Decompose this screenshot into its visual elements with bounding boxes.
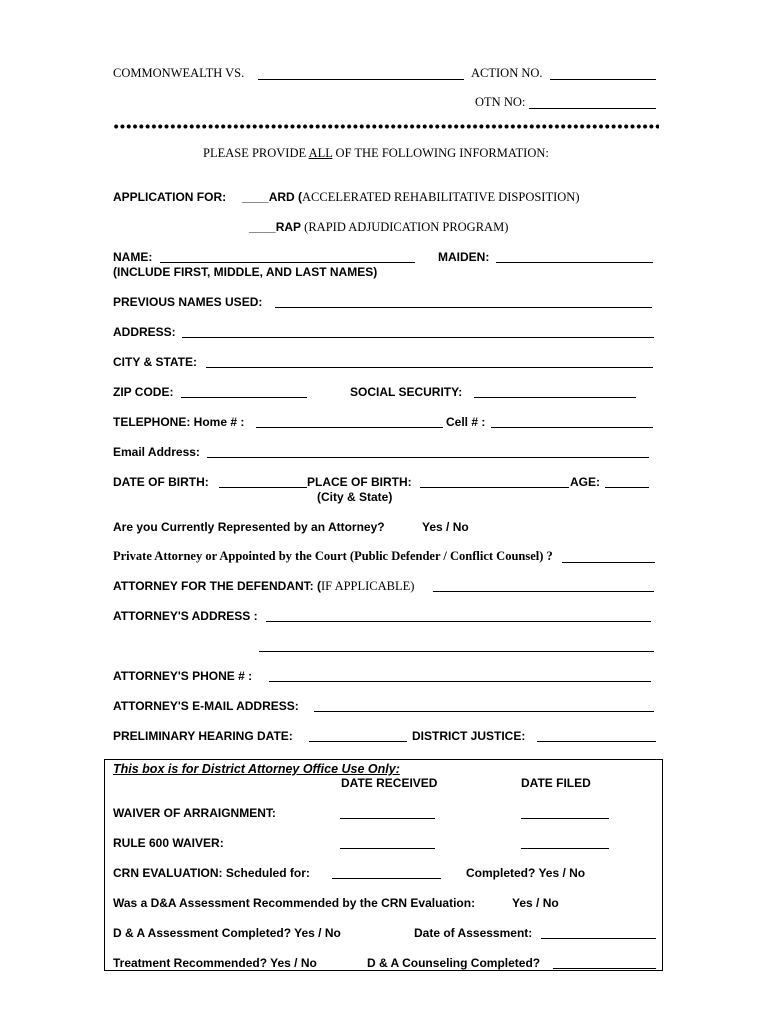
crn-evaluation-label: CRN EVALUATION: Scheduled for: [113,866,310,880]
attorney-phone-field[interactable] [269,668,651,682]
defendant-field[interactable] [258,66,464,80]
rule-600-filed[interactable] [521,835,609,849]
private-attorney-field[interactable] [562,549,655,563]
attorney-defendant-label [113,579,414,594]
email-label: Email Address: [113,445,200,459]
waiver-arraignment-label: WAIVER OF ARRAIGNMENT: [113,806,276,820]
city-state-field[interactable] [206,354,653,368]
ard-code: ARD ( [268,190,303,204]
attorney-email-field[interactable] [314,698,654,712]
telephone-home-label: TELEPHONE: Home # : [113,415,245,429]
attorney-address-field[interactable] [266,608,651,622]
attorney-defendant-field[interactable] [433,578,654,592]
rap-option[interactable] [249,220,508,235]
rap-code: RAP [275,220,302,234]
counseling-field[interactable] [553,955,656,969]
prelim-date-field[interactable] [309,728,407,742]
address-field[interactable] [182,324,654,338]
instruction-text [203,146,549,161]
rap-blank[interactable]: ____ [249,220,276,234]
date-filed-header: DATE FILED [521,776,591,790]
da-completed-question[interactable]: D & A Assessment Completed? Yes / No [113,926,341,940]
instruction-emphasis: ALL [308,146,333,160]
name-label: NAME: [113,250,153,264]
district-justice-field[interactable] [537,728,656,742]
maiden-label: MAIDEN: [438,250,490,264]
waiver-arraignment-received[interactable] [340,805,435,819]
pob-label: PLACE OF BIRTH: [307,475,412,489]
pob-note: (City & State) [317,490,393,504]
attorney-email-label: ATTORNEY'S E-MAIL ADDRESS: [113,699,299,713]
name-note: (INCLUDE FIRST, MIDDLE, AND LAST NAMES) [113,265,378,279]
attorney-address-label: ATTORNEY'S ADDRESS : [113,609,258,623]
represented-options[interactable]: Yes / No [422,520,469,534]
instruction-before: PLEASE PROVIDE [203,146,309,160]
prelim-date-label: PRELIMINARY HEARING DATE: [113,729,293,743]
pob-field[interactable] [420,474,569,488]
age-field[interactable] [605,474,649,488]
ard-blank[interactable]: ____ [242,190,269,204]
email-field[interactable] [207,444,649,458]
ard-option[interactable] [242,190,579,205]
da-recommended-options[interactable]: Yes / No [512,896,559,910]
ssn-label: SOCIAL SECURITY: [350,385,463,399]
name-field[interactable] [160,249,415,263]
attorney-address-field-2[interactable] [259,638,654,652]
previous-names-label: PREVIOUS NAMES USED: [113,295,263,309]
attorney-defendant-note: IF APPLICABLE) [321,579,415,593]
rap-description: (RAPID ADJUDICATION PROGRAM) [301,220,509,234]
zip-field[interactable] [181,384,307,398]
age-label: AGE: [570,475,600,489]
instruction-after: OF THE FOLLOWING INFORMATION: [332,146,549,160]
private-attorney-question: Private Attorney or Appointed by the Court (Public Defender / Conflict Counsel) ? [113,549,553,563]
attorney-phone-label: ATTORNEY'S PHONE # : [113,669,253,683]
represented-question: Are you Currently Represented by an Attorney? [113,520,385,534]
rule-600-received[interactable] [340,835,435,849]
district-justice-label: DISTRICT JUSTICE: [412,729,526,743]
previous-names-field[interactable] [275,294,652,308]
date-assessment-field[interactable] [541,925,656,939]
date-received-header: DATE RECEIVED [341,776,438,790]
action-no-field[interactable] [550,66,656,80]
cell-field[interactable] [491,414,653,428]
da-recommended-question: Was a D&A Assessment Recommended by the CRN Evaluation: [113,896,476,910]
counseling-label: D & A Counseling Completed? [367,956,541,970]
crn-completed[interactable]: Completed? Yes / No [466,866,586,880]
cell-label: Cell # : [446,415,486,429]
telephone-home-field[interactable] [256,414,443,428]
commonwealth-label: COMMONWEALTH VS. [113,66,245,80]
otn-no-field[interactable] [529,95,656,109]
office-box-title: This box is for District Attorney Office Use Only: [113,762,400,776]
waiver-arraignment-filed[interactable] [521,805,609,819]
rule-600-label: RULE 600 WAIVER: [113,836,224,850]
otn-no-label: OTN NO: [475,95,526,109]
crn-scheduled-field[interactable] [332,865,441,879]
dob-field[interactable] [219,474,307,488]
dotted-divider [113,124,659,129]
attorney-defendant-text: ATTORNEY FOR THE DEFENDANT: ( [113,579,322,593]
ssn-field[interactable] [474,384,636,398]
date-assessment-label: Date of Assessment: [414,926,533,940]
application-label: APPLICATION FOR: [113,190,227,204]
zip-label: ZIP CODE: [113,385,174,399]
city-state-label: CITY & STATE: [113,355,197,369]
ard-description: ACCELERATED REHABILITATIVE DISPOSITION) [302,190,580,204]
dob-label: DATE OF BIRTH: [113,475,209,489]
action-no-label: ACTION NO. [471,66,543,80]
treatment-question[interactable]: Treatment Recommended? Yes / No [113,956,317,970]
address-label: ADDRESS: [113,325,176,339]
maiden-field[interactable] [496,249,653,263]
